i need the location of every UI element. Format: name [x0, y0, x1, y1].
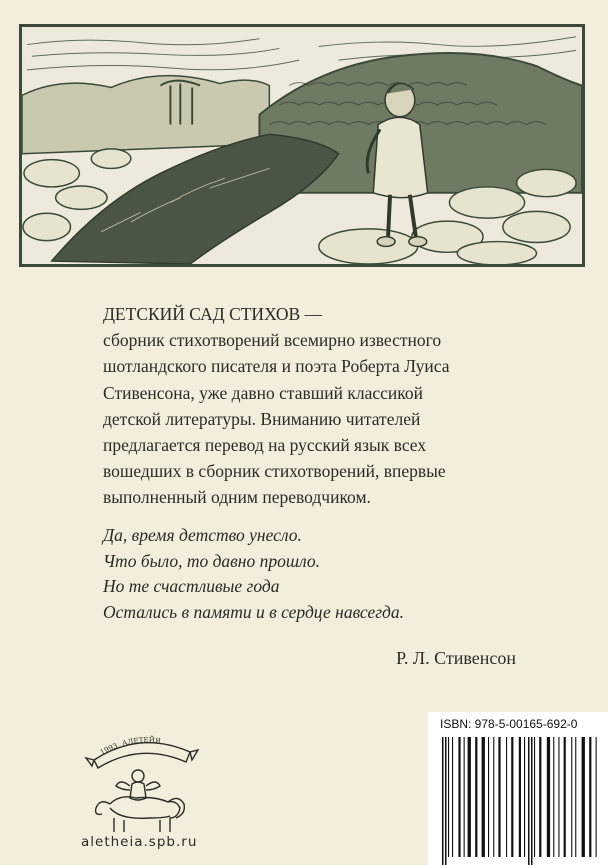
description-line: детской литературы. Вниманию читателей: [103, 408, 421, 429]
logo-year: 1993: [98, 741, 119, 757]
barcode-bar: [528, 737, 530, 865]
barcode-bar: [564, 737, 566, 857]
description-line: шотландского писателя и поэта Роберта Луиса: [103, 356, 450, 377]
barcode-bar: [531, 737, 533, 865]
barcode-bar: [506, 737, 507, 857]
description-line: Стивенсона, уже давно ставший классикой: [103, 382, 423, 403]
isbn-number: ISBN: 978-5-00165-692-0: [440, 717, 578, 731]
barcode-bar: [558, 737, 559, 857]
description-line: сборник стихотворений всемирно известного: [103, 330, 442, 351]
barcode-bar: [511, 737, 513, 857]
barcode-bar: [519, 737, 521, 857]
barcode-bar: [498, 737, 500, 857]
barcode-icon: [440, 737, 602, 865]
barcode-bar: [539, 737, 541, 857]
barcode-bar: [524, 737, 525, 857]
logo-name: АЛЕТЕЙЯ: [121, 736, 162, 748]
description-line: выполненный одним переводчиком.: [103, 487, 371, 508]
quote-author: Р. Л. Стивенсон: [396, 648, 516, 668]
poem-line: Что было, то давно прошло.: [103, 550, 321, 571]
publisher-website[interactable]: aletheia.spb.ru: [81, 834, 198, 850]
child-on-hillside-illustration-icon: [22, 27, 582, 264]
description-line: вошедших в сборник стихотворений, впервые: [103, 461, 446, 482]
description-line: ДЕТСКИЙ САД СТИХОВ —: [103, 304, 322, 324]
description-line: предлагается перевод на русский язык всех: [103, 435, 427, 456]
barcode-bar: [445, 737, 447, 865]
poem-line: Но те счастливые года: [103, 576, 280, 597]
barcode-bar: [468, 737, 471, 857]
poem-line: Остались в памяти и в сердце навсегда.: [103, 601, 405, 622]
barcode-bar: [589, 737, 591, 857]
barcode-bar: [452, 737, 453, 857]
book-description: [103, 301, 543, 511]
publisher-logo: [80, 728, 200, 836]
barcode-bar: [596, 737, 597, 857]
barcode-bar: [458, 737, 460, 857]
cherub-riding-lion-icon: [80, 728, 200, 836]
barcode-bar: [571, 737, 572, 857]
barcode-bar: [575, 737, 576, 857]
isbn-barcode-box: [428, 712, 608, 865]
barcode-bar: [448, 737, 449, 857]
barcode-bar: [475, 737, 477, 857]
poem-line: Да, время детство унесло.: [103, 525, 302, 545]
barcode-bar: [547, 737, 550, 857]
barcode-bar: [493, 737, 494, 857]
barcode-bar: [482, 737, 485, 857]
barcode-bar: [488, 737, 489, 857]
barcode-bar: [534, 737, 535, 857]
cover-illustration: [19, 24, 585, 267]
barcode-bar: [582, 737, 585, 857]
poem-quote: [103, 523, 543, 625]
barcode-bar: [464, 737, 465, 857]
barcode-bar: [442, 737, 444, 865]
barcode-bar: [553, 737, 554, 857]
